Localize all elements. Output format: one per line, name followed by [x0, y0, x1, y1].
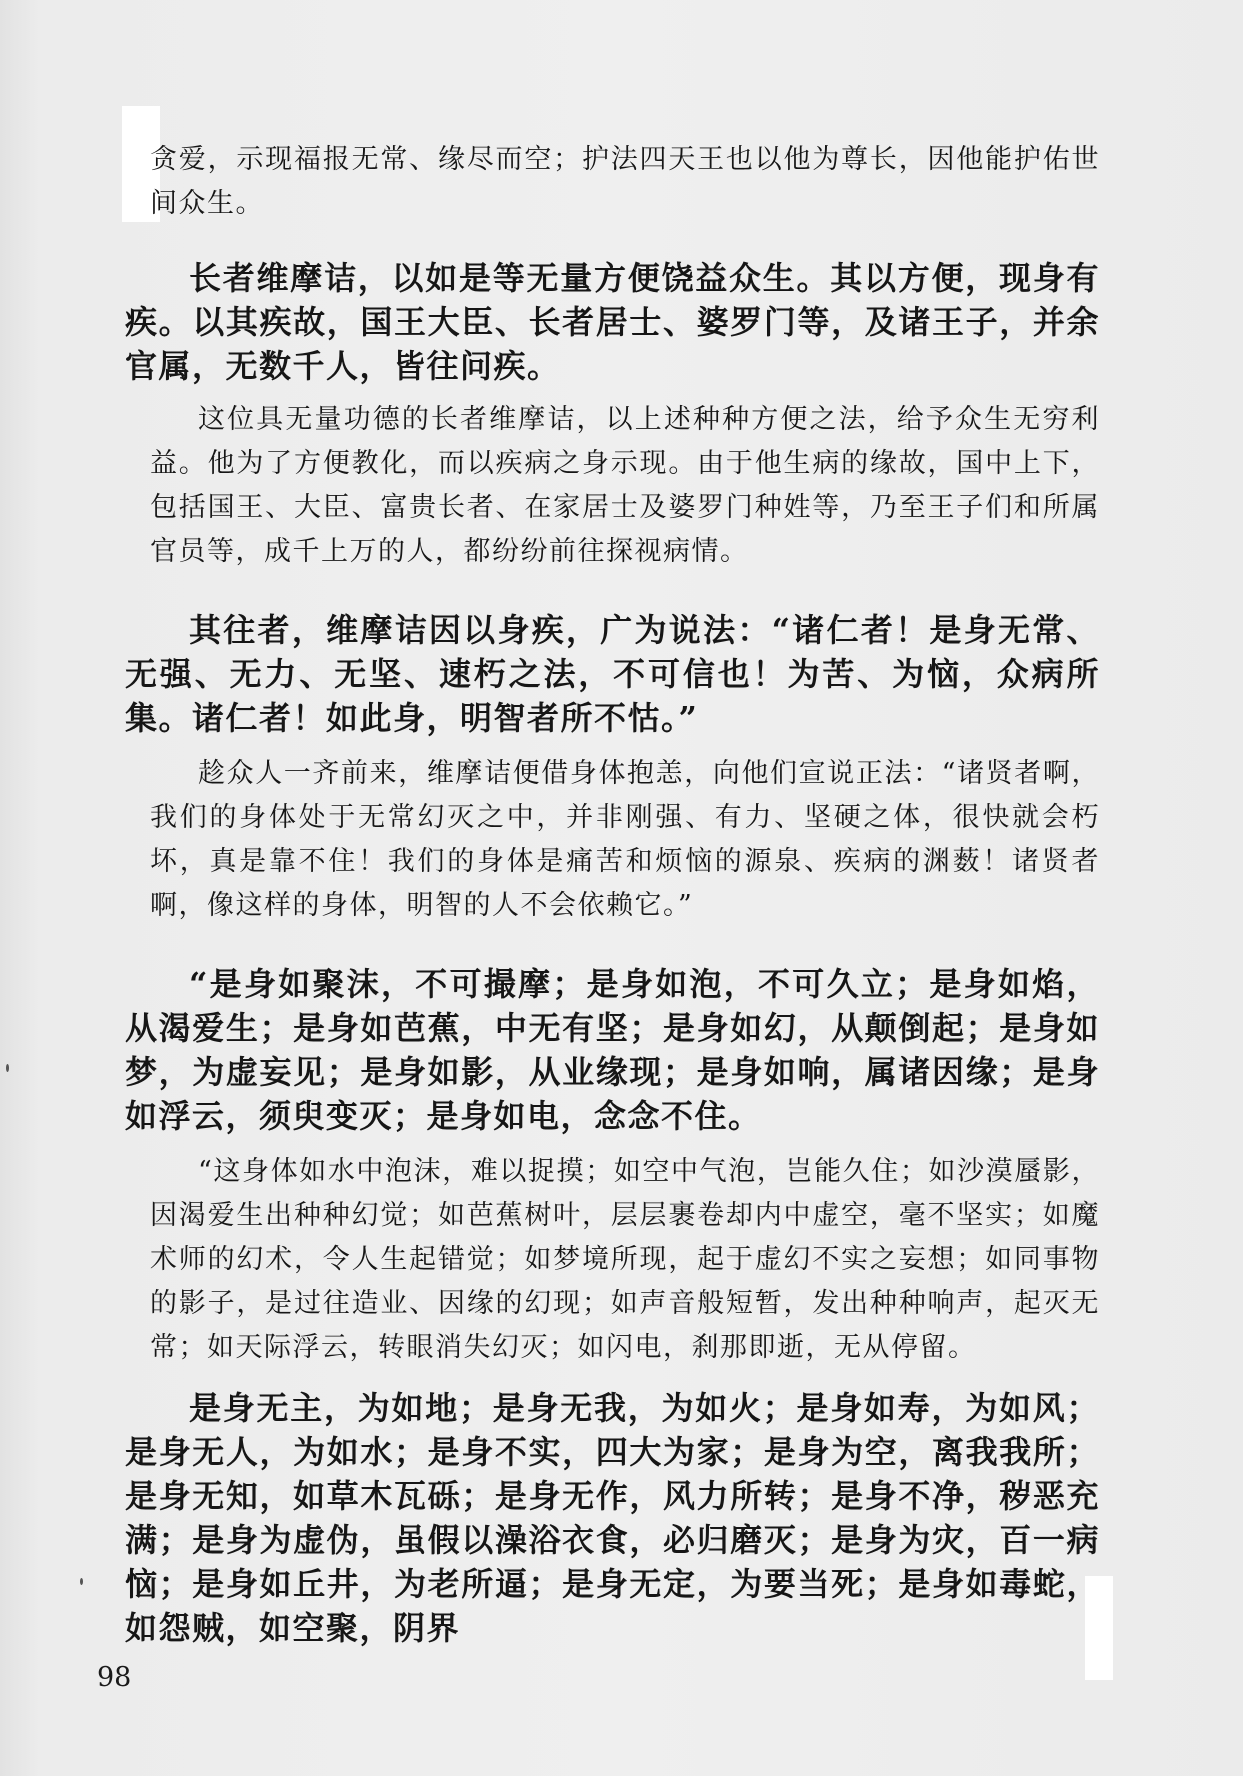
sutra-paragraph: 长者维摩诘，以如是等无量方便饶益众生。其以方便，现身有疾。以其疾故，国王大臣、长者居士、婆罗门等，及诸王子，并余官属，无数千人，皆往问疾。 — [125, 259, 1100, 385]
translation-paragraph: 这位具无量功德的长者维摩诘，以上述种种方便之法，给予众生无穷利益。他为了方便教化，而以疾病之身示现。由于他生病的缘故，国中上下，包括国王、大臣、富贵长者、在家居士及婆罗门种姓等，乃至王子们和所属官员等，成千上万的人，都纷纷前往探视病情。 — [150, 404, 1100, 567]
sutra-paragraph: 其往者，维摩诘因以身疾，广为说法：“诸仁者！是身无常、无强、无力、无坚、速朽之法，不可信也！为苦、为恼，众病所集。诸仁者！如此身，明智者所不怙。” — [125, 611, 1100, 737]
scan-speck — [80, 1578, 83, 1585]
translation-paragraph: “这身体如水中泡沫，难以捉摸；如空中气泡，岂能久住；如沙漠蜃影，因渴爱生出种种幻觉；如芭蕉树叶，层层裹卷却内中虚空，毫不坚实；如魔术师的幻术，令人生起错觉；如梦境所现，起于虚幻不实之妄想；如同事物的影子，是过往造业、因缘的幻现；如声音般短暂，发出种种响声，起灭无常；如天际浮云，转眼消失幻灭；如闪电，刹那即逝，无从停留。 — [150, 1156, 1100, 1363]
scan-speck — [6, 1064, 9, 1072]
translation-paragraph: 趁众人一齐前来，维摩诘便借身体抱恙，向他们宣说正法：“诸贤者啊，我们的身体处于无常幻灭之中，并非刚强、有力、坚硬之体，很快就会朽坏，真是靠不住！我们的身体是痛苦和烦恼的源泉、疾病的渊薮！诸贤者啊，像这样的身体，明智的人不会依赖它。” — [150, 758, 1100, 921]
page-number: 98 — [97, 1662, 132, 1693]
sutra-paragraph: 是身无主，为如地；是身无我，为如火；是身如寿，为如风；是身无人，为如水；是身不实，四大为家；是身为空，离我我所；是身无知，如草木瓦砾；是身无作，风力所转；是身不净，秽恶充满；是身为虚伪，虽假以澡浴衣食，必归磨灭；是身为灾，百一病恼；是身如丘井，为老所逼；是身无定，为要当死；是身如毒蛇，如怨贼，如空聚，阴界 — [125, 1389, 1100, 1647]
sutra-paragraph: “是身如聚沫，不可撮摩；是身如泡，不可久立；是身如焰，从渴爱生；是身如芭蕉，中无有坚；是身如幻，从颠倒起；是身如梦，为虚妄见；是身如影，从业缘现；是身如响，属诸因缘；是身如浮云，须臾变灭；是身如电，念念不住。 — [125, 965, 1100, 1135]
translation-paragraph-continued: 贪爱，示现福报无常、缘尽而空；护法四天王也以他为尊长，因他能护佑世间众生。 — [150, 144, 1100, 219]
